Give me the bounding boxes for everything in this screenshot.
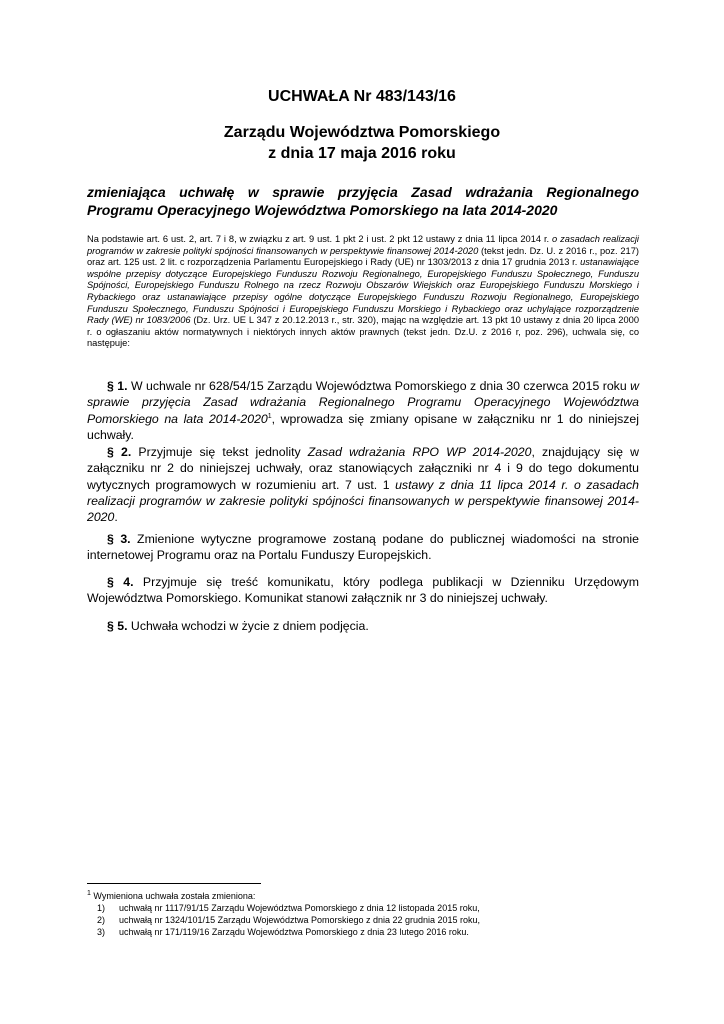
section-text-italic: w sprawie przyjęcia Zasad wdrażania Regionalnego Programu Operacyjnego Województwa Pomorskiego na lata 2014-2020: [87, 379, 640, 426]
footnote-item: [87, 914, 639, 926]
footnote-item-text: uchwałą nr 171/119/16 Zarządu Województwa Pomorskiego z dnia 23 lutego 2016 roku.: [119, 927, 469, 937]
section-1: [87, 378, 639, 443]
section-number: § 1.: [107, 379, 128, 393]
section-5: [87, 618, 639, 634]
section-text: W uchwale nr 628/54/15 Zarządu Województwa Pomorskiego z dnia 30 czerwca 2015 roku: [127, 379, 631, 393]
section-number: § 2.: [107, 445, 132, 459]
section-text: , wprowadza się zmiany opisane w załączniku nr 1 do niniejszej uchwały.: [87, 411, 639, 442]
footnote-item-number: 3): [97, 927, 106, 937]
section-text: Uchwała wchodzi w życie z dniem podjęcia.: [127, 619, 369, 633]
legal-basis-text: Na podstawie art. 6 ust. 2, art. 7 i 8, w związku z art. 9 ust. 1 pkt 2 i ust. 2 pkt 12 ustawy z dnia 11 lipca 2014 r.: [87, 234, 553, 244]
section-4: [87, 574, 639, 607]
footnote-intro: [87, 890, 639, 902]
footnote-reference: 1: [267, 412, 272, 420]
legal-basis-act-title: o zasadach realizacji programów w zakresie polityki spójności finansowanych w perspektywie finansowej 2014-2020: [87, 234, 639, 256]
legal-basis-text: (Dz. Urz. UE L 347 z 20.12.2013 r., str. 320), mając na względzie art. 13 pkt 10 ustawy z dnia 20 lipca 2000 r. o ogłaszaniu aktów normatywnych i niektórych innych aktów prawnych (tekst jedn. Dz.U. z 2016 r, poz. 296), uchwala się, co następuje:: [87, 315, 639, 349]
legal-basis-text: (tekst jedn. Dz. U. z 2016 r., poz. 217) oraz art. 125 ust. 2 lit. c rozporządzenia Parlamentu Europejskiego i Rady (UE) nr 1303/2013 z dnia 17 grudnia 2013 r.: [87, 245, 639, 268]
section-number: § 4.: [107, 575, 134, 589]
section-2: [87, 444, 639, 525]
footnote-intro-text: Wymieniona uchwała została zmieniona:: [90, 891, 256, 901]
section-text-italic: Zasad wdrażania RPO WP 2014-2020: [307, 445, 532, 459]
footnote-item-number: 2): [97, 915, 106, 925]
resolution-subject: zmieniająca uchwałę w sprawie przyjęcia Zasad wdrażania Regionalnego Programu Operacyjnego Województwa Pomorskiego na lata 2014-2020: [87, 184, 639, 218]
footnote-item: [87, 926, 639, 938]
footnote-separator: [87, 883, 261, 884]
section-text: , znajdujący się w załączniku nr 2 do niniejszej uchwały, oraz stanowiących załączniki nr 4 i 9 do tego dokumentu wytycznych programowych w rozumieniu art. 7 ust. 1: [87, 445, 640, 492]
footnote-item: [87, 902, 639, 914]
section-text: Przyjmuje się treść komunikatu, który podlega publikacji w Dzienniku Urzędowym Województwa Pomorskiego. Komunikat stanowi załącznik nr 3 do niniejszej uchwały.: [87, 575, 639, 606]
section-number: § 3.: [107, 532, 131, 546]
resolution-title: UCHWAŁA Nr 483/143/16: [268, 88, 456, 105]
footnote-item-text: uchwałą nr 1117/91/15 Zarządu Województwa Pomorskiego z dnia 12 listopada 2015 roku,: [119, 903, 480, 913]
section-text: Zmienione wytyczne programowe zostaną podane do publicznej wiadomości na stronie internetowej Programu oraz na Portalu Funduszy Europejskich.: [87, 532, 639, 563]
legal-basis: [87, 234, 639, 350]
footnotes: [87, 890, 639, 938]
footnote-list: [87, 902, 639, 938]
footnote-marker: 1: [87, 890, 91, 897]
footnote-item-number: 1): [97, 903, 106, 913]
section-text: Przyjmuje się tekst jednolity: [131, 445, 308, 459]
section-text-italic: ustawy z dnia 11 lipca 2014 r. o zasadach realizacji programów w zakresie polityki spójności finansowanych w perspektywie finansowej 2014-2020: [87, 477, 639, 525]
section-number: § 5.: [107, 619, 128, 633]
section-text: .: [114, 510, 118, 525]
section-3: [87, 531, 639, 564]
resolution-issuer: Zarządu Województwa Pomorskiego: [223, 124, 501, 141]
resolution-date: z dnia 17 maja 2016 roku: [268, 145, 456, 162]
footnote-item-text: uchwałą nr 1324/101/15 Zarządu Województwa Pomorskiego z dnia 22 grudnia 2015 roku,: [119, 915, 481, 925]
legal-basis-regulation-title: ustanawiające wspólne przepisy dotyczące Europejskiego Funduszu Rozwoju Regionalnego, Europejskiego Funduszu Społecznego, Funduszu Spójności, Europejskiego Funduszu Rolnego na rzecz Rozwoju Obszarów Wiejskich oraz Europejskiego Funduszu Morskiego i Rybackiego oraz ustanawiające przepisy ogólne dotyczące Europejskiego Funduszu Rozwoju Regionalnego, Europejskiego Funduszu Społecznego, Funduszu Spójności i Europejskiego Funduszu Morskiego i Rybackiego oraz uchylające rozporządzenie Rady (WE) nr 1083/2006: [87, 257, 639, 326]
